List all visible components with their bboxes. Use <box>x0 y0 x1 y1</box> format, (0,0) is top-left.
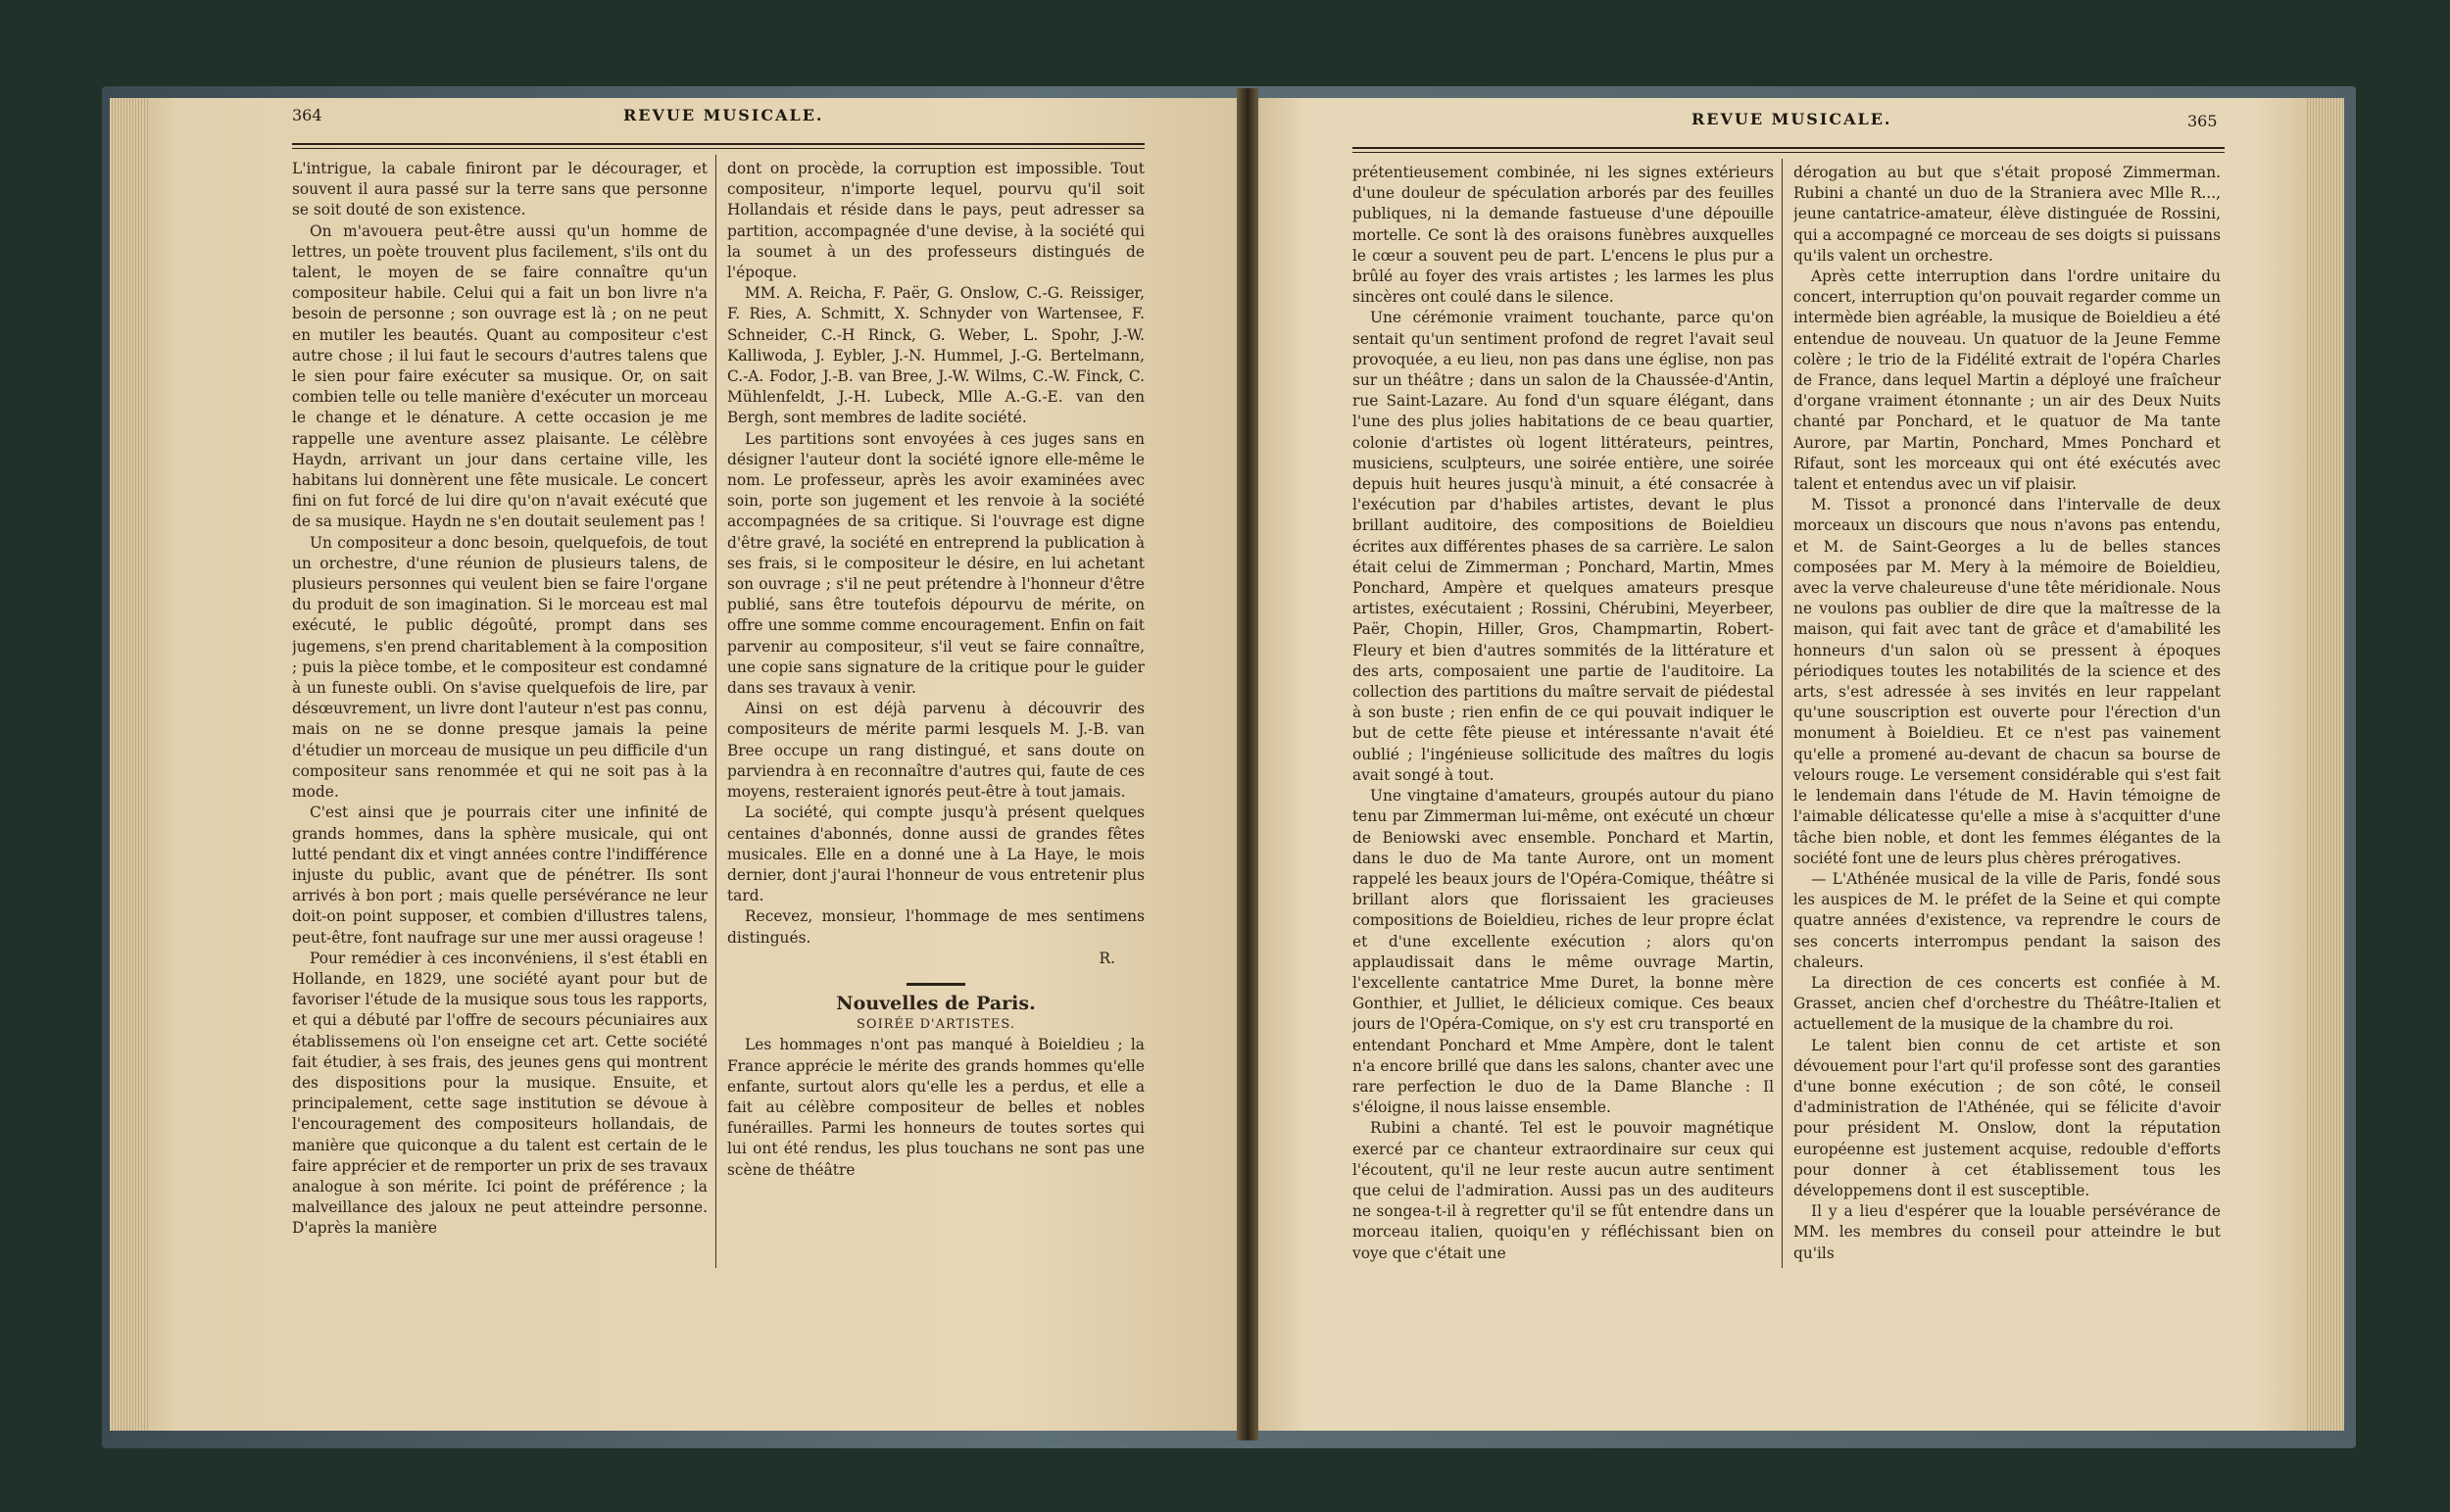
left-header-rule <box>292 143 1145 149</box>
right-column-1 <box>1352 163 1774 1264</box>
book-gutter <box>1237 88 1258 1440</box>
paragraph: La direction de ces concerts est confiée à M. Grasset, ancien chef d'orchestre du Théâtre-Italien et actuellement de la musique de la chambre du roi. <box>1793 973 2221 1034</box>
paragraph: Ainsi on est déjà parvenu à découvrir des compositeurs de mérite parmi lesquels M. J.-B. van Bree occupe un rang distingué, et sans doute on parviendra à en reconnaître d'autres qui, faute de ces moyens, resteraient ignorés peut-être à tout jamais. <box>727 700 1145 802</box>
paragraph: Les hommages n'ont pas manqué à Boieldieu ; la France apprécie le mérite des grands hommes qu'elle enfante, surtout alors qu'elle les a perdus, et elle a fait au célèbre compositeur de belles et nobles funérailles. Parmi les honneurs de toutes sortes qui lui ont été rendus, les plus touchans ne sont pas une scène de théâtre <box>727 1036 1145 1179</box>
right-header-rule <box>1352 147 2225 153</box>
column-divider <box>1782 159 1783 1268</box>
paragraph: On m'avouera peut-être aussi qu'un homme de lettres, un poète trouvent plus facilement, s'ils ont du talent, le moyen de se faire connaître qu'un compositeur habile. Celui qui a fait un bon livre n'a besoin de personne ; son ouvrage est là ; on ne peut en mutiler les beautés. Quant au compositeur c'est autre chose ; il lui faut le secours d'autres talens que le sien pour faire exécuter sa musique. Or, on sait combien telle ou telle manière d'exécuter un morceau le change et le dénature. A cette occasion je me rappelle une aventure assez plaisante. Le célèbre Haydn, arrivant un jour dans certaine ville, les habitans lui donnèrent une fête musicale. Le concert fini on fut forcé de lui dire qu'on n'avait exécuté que de sa musique. Haydn ne s'en doutait seulement pas ! <box>292 221 708 531</box>
paragraph: Une cérémonie vraiment touchante, parce qu'on sentait qu'un sentiment profond de regret l'avait seul provoquée, a eu lieu, non pas dans une église, non pas sur un théâtre ; dans un salon de la Chaussée-d'Antin, rue Saint-Lazare. Au fond d'un square élégant, dans l'une des plus jolies habitations de ce beau quartier, colonie d'artistes où logent littérateurs, peintres, musiciens, sculpteurs, une soirée entière, une soirée depuis huit heures jusqu'à minuit, a été consacrée à l'exécution par d'habiles artistes, devant le plus brillant auditoire, des compositions de Boieldieu écrites aux différentes phases de sa carrière. Le salon était celui de Zimmerman ; Ponchard, Martin, Mmes Ponchard, Ampère et quelques amateurs presque artistes, exécutaient ; Rossini, Chérubini, Meyerbeer, Paër, Chopin, Hiller, Gros, Champmartin, Robert-Fleury et bien d'autres sommités de la littérature et des arts, composaient une partie de l'auditoire. La collection des partitions du maître servait de piédestal à son buste ; rien enfin de ce qui pouvait indiquer le but de cette fête pieuse et intéressante n'avait été oublié ; l'ingénieuse sollicitude des maîtres du logis avait songé à tout. <box>1352 309 1774 784</box>
left-column-2 <box>727 159 1145 1264</box>
paragraph: Une vingtaine d'amateurs, groupés autour du piano tenu par Zimmerman lui-même, ont exécuté un chœur de Beniowski avec ensemble. Ponchard et Martin, dans le duo de Ma tante Aurore, ont un moment rappelé les beaux jours de l'Opéra-Comique, théâtre si brillant alors que florissaient les gracieuses compositions de Boieldieu, riches de leur propre éclat et d'une excellente exécution ; alors qu'on applaudissait dans le même ouvrage Martin, l'excellente cantatrice Mme Duret, la bonne mère Gonthier, et Julliet, le délicieux comique. Ces beaux jours de l'Opéra-Comique, on s'y est cru transporté en entendant Ponchard et Mme Ampère, dont le talent n'a encore brillé que dans les salons, chanter avec une rare perfection le duo de la Dame Blanche : Il s'éloigne, il nous laisse ensemble. <box>1352 787 1774 1117</box>
column-divider <box>715 155 716 1268</box>
right-page-number: 365 <box>2187 112 2218 130</box>
paragraph: Le talent bien connu de cet artiste et son dévouement pour l'art qu'il professe sont des garanties d'une bonne exécution ; de son côté, le conseil d'administration de l'Athénée, qui se félicite d'avoir pour président M. Onslow, dont la réputation européenne est justement acquise, redouble d'efforts pour donner à cet établissement tous les développemens dont il est susceptible. <box>1793 1036 2221 1199</box>
left-page-edges <box>110 98 149 1431</box>
paragraph: Pour remédier à ces inconvéniens, il s'est établi en Hollande, en 1829, une société ayant pour but de favoriser l'étude de la musique sous tous les rapports, et qui a débuté par l'offre de secours pécuniaires aux établissemens où l'on enseigne cet art. Cette société fait étudier, à ses frais, des jeunes gens qui montrent des dispositions pour la musique. Ensuite, et principalement, cette sage institution se dévoue à l'encouragement des compositeurs hollandais, de manière que quiconque a du talent est certain de le faire apprécier et de remporter un prix de ses travaux analogue à son mérite. Ici point de préférence ; la malveillance des jaloux ne peut atteindre personne. D'après la manière <box>292 949 708 1238</box>
paragraph: — L'Athénée musical de la ville de Paris, fondé sous les auspices de M. le préfet de la Seine et qui compte quatre années d'existence, va reprendre le cours de ses concerts interrompus pendant la saison des chaleurs. <box>1793 869 2221 971</box>
right-column-2 <box>1793 163 2221 1264</box>
paragraph: dérogation au but que s'était proposé Zimmerman. Rubini a chanté un duo de la Straniera avec Mlle R..., jeune cantatrice-amateur, élève distinguée de Rossini, qui a accompagné ce morceau de ses doigts si puissans qu'ils valent un orchestre. <box>1793 164 2221 265</box>
paragraph: L'intrigue, la cabale finiront par le décourager, et souvent il aura passé sur la terre sans que personne se soit douté de son existence. <box>292 160 708 219</box>
paragraph: MM. A. Reicha, F. Paër, G. Onslow, C.-G. Reissiger, F. Ries, A. Schmitt, X. Schnyder von Wartensee, F. Schneider, C.-H Rinck, G. Weber, L. Spohr, J.-W. Kalliwoda, J. Eybler, J.-N. Hummel, J.-G. Bertelmann, C.-A. Fodor, J.-B. van Bree, J.-W. Wilms, C.-W. Finck, C. Mühlenfeldt, J.-H. Lubeck, Mlle A.-G.-E. van den Bergh, sont membres de ladite société. <box>727 284 1145 427</box>
paragraph: C'est ainsi que je pourrais citer une infinité de grands hommes, dans la sphère musicale, qui ont lutté pendant dix et vingt années contre l'indifférence injuste du public, avant que de pénétrer. Ils sont arrivés à bon port ; mais quelle persévérance ne leur doit-on point supposer, et combien d'illustres talens, peut-être, font naufrage sur une mer aussi orageuse ! <box>292 804 708 947</box>
paragraph: La société, qui compte jusqu'à présent quelques centaines d'abonnés, donne aussi de grandes fêtes musicales. Elle en a donné une à La Haye, le mois dernier, dont j'aurai l'honneur de vous entretenir plus tard. <box>727 804 1145 905</box>
paragraph: dont on procède, la corruption est impossible. Tout compositeur, n'importe lequel, pourvu qu'il soit Hollandais et réside dans le pays, peut adresser sa partition, accompagnée d'une devise, à la société qui la soumet à un des professeurs distingués de l'époque. <box>727 160 1145 282</box>
right-running-head: REVUE MUSICALE. <box>1691 110 1892 128</box>
paragraph: prétentieusement combinée, ni les signes extérieurs d'une douleur de spéculation arborés par des feuilles publiques, ni la demande fastueuse d'une dépouille mortelle. Ce sont là des oraisons funèbres auxquelles le cœur a souvent peu de part. L'encens le plus pur a brûlé au foyer des vrais artistes ; les larmes les plus sincères ont coulé dans le silence. <box>1352 164 1774 307</box>
paragraph: Il y a lieu d'espérer que la louable persévérance de MM. les membres du conseil pour atteindre le but qu'ils <box>1793 1202 2221 1262</box>
paragraph: Après cette interruption dans l'ordre unitaire du concert, interruption qu'on pouvait regarder comme un intermède bien agréable, la musique de Boieldieu a été entendue de nouveau. Un quatuor de la Jeune Femme colère ; le trio de la Fidélité extrait de l'opéra Charles de France, dans lequel Martin a déployé une fraîcheur d'organe vraiment étonnante ; un air des Deux Nuits chanté par Ponchard, et le quatuor de Ma tante Aurore, par Martin, Ponchard, Mmes Ponchard et Rifaut, sont les morceaux qui ont été exécutés avec talent et entendus avec un vif plaisir. <box>1793 268 2221 494</box>
signature: R. <box>1099 949 1115 967</box>
paragraph: M. Tissot a prononcé dans l'intervalle de deux morceaux un discours que nous n'avons pas entendu, et M. de Saint-Georges a lu de belles stances composées par M. Mery à la mémoire de Boieldieu, avec la verve chaleureuse d'une tête méridionale. Nous ne voulons pas oublier de dire que la maîtresse de la maison, qui fait avec tant de grâce et d'amabilité les honneurs d'un salon où se pressent à époques périodiques toutes les notabilités de la science et des arts, s'est adressée à ses invités en leur rappelant qu'une souscription est ouverte pour l'érection d'un monument à Boieldieu. Et ce n'est pas vainement qu'elle a promené au-devant de chacun sa bourse de velours rouge. Le versement considérable qui s'est fait le lendemain dans l'étude de M. Havin témoigne de l'aimable délicatesse qu'elle a mise à s'acquitter d'une tâche bien noble, et dont les femmes élégantes de la société font une de leurs plus chères prérogatives. <box>1793 496 2221 867</box>
paragraph: Les partitions sont envoyées à ces juges sans en désigner l'auteur dont la société ignore elle-même le nom. Le professeur, après les avoir examinées avec soin, porte son jugement et les renvoie à la société accompagnées de sa critique. Si l'ouvrage est digne d'être gravé, la société en entreprend la publication à ses frais, si le compositeur le désire, en lui achetant son ouvrage ; s'il ne peut prétendre à l'honneur d'être publié, sans être toutefois dépourvu de mérite, on offre une somme comme encouragement. Enfin on fait parvenir au compositeur, s'il veut se faire connaître, une copie sans signature de la critique pour le guider dans ses travaux à venir. <box>727 429 1145 698</box>
section-subtitle: SOIRÉE D'ARTISTES. <box>857 1017 1015 1033</box>
right-page-edges <box>2305 98 2344 1431</box>
left-running-head: REVUE MUSICALE. <box>623 106 824 124</box>
paragraph: Rubini a chanté. Tel est le pouvoir magnétique exercé par ce chanteur extraordinaire sur ceux qui l'écoutent, qu'il ne leur reste aucun autre sentiment que celui de l'admiration. Aussi pas un des auditeurs ne songea-t-il à regretter qu'il se fût entendre dans un morceau italien, quoiqu'en y réfléchissant bien on voye que c'était une <box>1352 1119 1774 1262</box>
paragraph: Recevez, monsieur, l'hommage de mes sentimens distingués. <box>727 907 1145 947</box>
section-title: Nouvelles de Paris. <box>836 992 1036 1014</box>
left-column-1 <box>292 159 708 1264</box>
section-rule <box>906 983 965 986</box>
paragraph: Un compositeur a donc besoin, quelquefois, de tout un orchestre, d'une réunion de plusieurs talens, de plusieurs personnes qui veulent bien se faire l'organe du produit de son imagination. Si le morceau est mal exécuté, le public dégoûté, prompt dans ses jugemens, s'en prend charitablement à la composition ; puis la pièce tombe, et le compositeur est condamné à un funeste oubli. On s'avise quelquefois de lire, par désœuvrement, un livre dont l'auteur n'est pas connu, mais on ne se donne presque jamais la peine d'étudier un morceau de musique un peu difficile d'un compositeur sans renommée et qui ne soit pas à la mode. <box>292 533 708 802</box>
left-page-number: 364 <box>292 106 322 124</box>
